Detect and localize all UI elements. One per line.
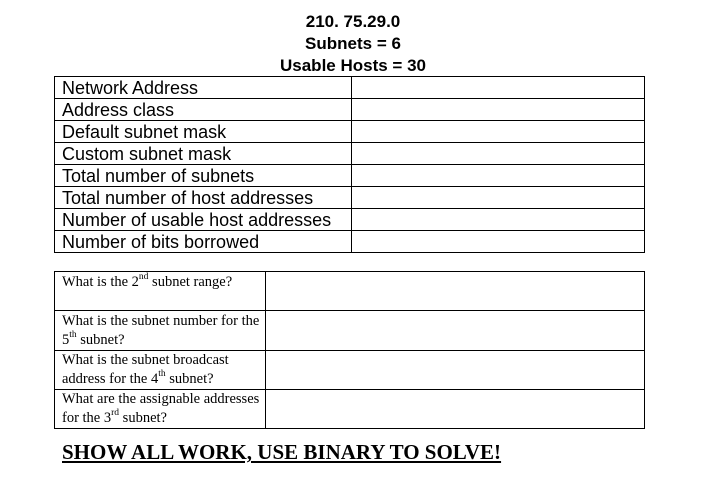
question-text-start: What is the subnet broadcast address for the 4 xyxy=(62,352,229,387)
ordinal-suffix: th xyxy=(158,369,166,380)
answer-cell[interactable] xyxy=(352,165,645,187)
question-text xyxy=(55,311,266,351)
table-row xyxy=(55,209,645,231)
question-row xyxy=(55,390,645,429)
question-text-start: What is the 2 xyxy=(62,274,139,290)
question-row xyxy=(55,351,645,390)
table-row xyxy=(55,99,645,121)
row-label: Total number of subnets xyxy=(55,165,352,187)
question-text-start: What is the subnet number for the 5 xyxy=(62,313,260,348)
question-text-end: subnet? xyxy=(119,410,167,426)
answer-cell[interactable] xyxy=(352,209,645,231)
answer-cell[interactable] xyxy=(352,187,645,209)
table-row xyxy=(55,143,645,165)
table-row xyxy=(55,165,645,187)
row-label: Address class xyxy=(55,99,352,121)
answer-cell[interactable] xyxy=(352,143,645,165)
work-instruction: SHOW ALL WORK, USE BINARY TO SOLVE! xyxy=(62,440,502,464)
worksheet-header xyxy=(0,11,706,77)
answer-cell[interactable] xyxy=(352,231,645,253)
question-text xyxy=(55,390,266,429)
row-label: Custom subnet mask xyxy=(55,143,352,165)
answer-cell[interactable] xyxy=(266,272,645,311)
table-row xyxy=(55,77,645,99)
network-address-title: 210. 75.29.0 xyxy=(305,12,401,31)
question-text-start: What are the assignable addresses for the 3 xyxy=(62,391,260,426)
row-label: Total number of host addresses xyxy=(55,187,352,209)
ordinal-suffix: nd xyxy=(138,272,149,283)
ordinal-suffix: rd xyxy=(111,408,120,419)
row-label: Network Address xyxy=(55,77,352,99)
ordinal-suffix: th xyxy=(69,330,77,341)
question-text-end: subnet? xyxy=(76,332,125,348)
table-row xyxy=(55,187,645,209)
answer-cell[interactable] xyxy=(266,311,645,351)
question-row xyxy=(55,311,645,351)
question-text-end: subnet? xyxy=(165,371,214,387)
question-text xyxy=(55,351,266,390)
usable-hosts-requirement: Usable Hosts = 30 xyxy=(280,56,426,75)
row-label: Number of bits borrowed xyxy=(55,231,352,253)
question-text xyxy=(55,272,266,311)
question-text-end: subnet range? xyxy=(148,274,233,290)
subnet-info-table xyxy=(54,76,645,253)
answer-cell[interactable] xyxy=(266,351,645,390)
subnet-questions-table xyxy=(54,271,645,429)
answer-cell[interactable] xyxy=(266,390,645,429)
table-row xyxy=(55,121,645,143)
answer-cell[interactable] xyxy=(352,99,645,121)
subnets-requirement: Subnets = 6 xyxy=(305,34,401,53)
answer-cell[interactable] xyxy=(352,77,645,99)
answer-cell[interactable] xyxy=(352,121,645,143)
row-label: Default subnet mask xyxy=(55,121,352,143)
question-row xyxy=(55,272,645,311)
table-row xyxy=(55,231,645,253)
row-label: Number of usable host addresses xyxy=(55,209,352,231)
